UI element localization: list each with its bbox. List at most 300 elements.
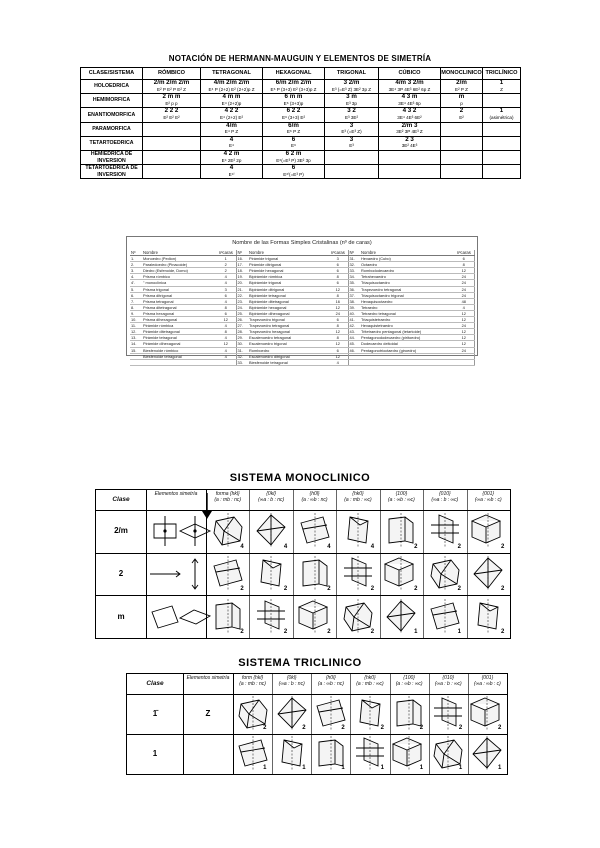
form-params: (a : mb : ∞c) xyxy=(344,496,372,503)
face-count: 2 xyxy=(419,725,424,731)
hm-elements: (asimétrica) xyxy=(489,114,514,120)
hm-cell xyxy=(483,80,521,94)
forms-cell: 12 xyxy=(454,335,474,341)
forms-cell: 4 xyxy=(216,323,236,329)
forms-cell: Hexaquisoctaedro xyxy=(360,298,454,304)
crystal-form-drawing xyxy=(297,599,333,633)
hm-elements: p xyxy=(460,100,463,106)
forms-cell: Pirámide trigonal xyxy=(248,256,328,262)
hm-symbol: 2/m 2/m 2/m xyxy=(153,79,190,86)
forms-cell: 24 xyxy=(454,292,474,298)
forms-cell: 16 xyxy=(328,298,348,304)
forms-cell: Octaedro xyxy=(360,262,454,268)
forms-cell: Tritetraedro pentagonal (tetartoide) xyxy=(360,329,454,335)
forms-cell: 24 xyxy=(328,310,348,316)
face-count: 2 xyxy=(283,586,288,593)
hm-elements: E⁶ⁱ(=E³ P) xyxy=(283,171,304,177)
hm-cell xyxy=(441,80,483,94)
face-count: 2 xyxy=(501,543,505,550)
hm-elements: E³ (=E³ Z) xyxy=(341,129,362,135)
forms-header-cell: Nombre xyxy=(360,250,454,256)
hm-elements: 3E⁴ 4E³ 6p xyxy=(398,100,421,106)
forms-title: Nombre de las Formas Simples Cristalinas (nº de caras) xyxy=(232,240,372,246)
form-params: (a : ∞b : ∞c) xyxy=(387,496,415,503)
forms-cell: 31. xyxy=(236,347,248,353)
form-index: {001} xyxy=(481,675,494,681)
forms-cell: 1 xyxy=(216,256,236,262)
forms-cell: Pirámide dihexagonal xyxy=(142,341,216,347)
forms-cell: Tetraedro xyxy=(360,304,454,310)
form-params: (a : ∞b : nc) xyxy=(317,680,344,687)
forms-cell: 16. xyxy=(236,256,248,262)
col-header-form xyxy=(350,676,389,687)
hm-cell xyxy=(143,122,201,136)
forms-cell: Romboedro xyxy=(248,347,328,353)
hm-row xyxy=(81,122,521,136)
form-params: (a : mb : nc) xyxy=(214,496,242,503)
forms-cell: Bipirámide dihexagonal xyxy=(248,310,328,316)
hm-header: CLASE/SISTEMA xyxy=(81,68,143,80)
forms-cell: 3 xyxy=(328,256,348,262)
hm-symbol: 4 m m xyxy=(222,93,241,101)
col-header-clase: Clase xyxy=(112,496,130,503)
forms-cell: 22. xyxy=(236,292,248,298)
col-divider xyxy=(249,490,250,638)
crystal-form-drawing xyxy=(210,599,246,633)
crystal-form-drawing xyxy=(427,599,463,633)
face-count: 4 xyxy=(240,543,244,550)
forms-cell: Prisma tetragonal xyxy=(142,298,216,304)
forms-cell: 6 xyxy=(216,292,236,298)
hm-cell xyxy=(263,136,325,150)
hm-symbol: 2/m 3̄ xyxy=(401,122,418,129)
form-params: (a : ∞b : ∞c) xyxy=(395,680,423,687)
forms-cell: 41. xyxy=(348,317,360,323)
hm-elements: 3E² 3P 4E³ Z xyxy=(396,129,423,135)
forms-cell: Bipirámide trigonal xyxy=(248,280,328,286)
forms-cell: 6. xyxy=(130,292,142,298)
symmetry-element-drawing xyxy=(148,514,182,548)
forms-header-cell: nºcaras xyxy=(216,250,236,256)
hm-row xyxy=(81,94,521,108)
crystal-form-drawing xyxy=(383,599,419,633)
hm-row xyxy=(81,136,521,150)
form-params: (a : mb : ∞c) xyxy=(356,680,384,687)
form-params: (∞a : ∞b : c) xyxy=(473,680,501,687)
hm-cell xyxy=(325,108,379,122)
hm-cell xyxy=(143,108,201,122)
forms-header-cell: Nombre xyxy=(142,250,216,256)
hm-cell xyxy=(441,94,483,108)
hm-elements: E² p p xyxy=(165,100,178,106)
face-count: 1 xyxy=(457,629,461,635)
forms-cell: 24 xyxy=(454,323,474,329)
crystal-form-drawing xyxy=(340,556,376,593)
forms-cell: Bipirámide tetragonal xyxy=(248,292,328,298)
col-header-clase: Clase xyxy=(146,680,164,687)
hm-symbol: 3 m xyxy=(346,93,357,101)
hm-symbol: 6/m xyxy=(288,122,299,129)
hm-elements: E⁴ (2+2) E² xyxy=(219,114,244,120)
forms-header-cell: Nombre xyxy=(248,250,328,256)
hm-cell xyxy=(201,108,263,122)
face-count: 1 xyxy=(414,629,418,635)
forms-cell: Diedro (Esfenoide, Domo) xyxy=(142,268,216,274)
face-count: 2 xyxy=(458,725,463,731)
hm-header: HEXAGONAL xyxy=(263,68,325,80)
forms-cell: 6 xyxy=(328,268,348,274)
face-count: 1 xyxy=(380,765,384,771)
crystal-form-drawing xyxy=(427,556,463,593)
symmetry-element-drawing xyxy=(148,600,182,634)
hm-header: TRIGONAL xyxy=(325,68,379,80)
hm-header: CÚBICO xyxy=(379,68,441,80)
forms-cell: 8 xyxy=(216,304,236,310)
forms-cell: 38. xyxy=(348,298,360,304)
hm-cell xyxy=(143,150,201,164)
hm-header: TRICLÍNICO xyxy=(483,68,521,80)
hm-elements: E⁴ xyxy=(228,143,235,149)
face-count: 1 xyxy=(302,765,306,771)
forms-cell: Pirámide hexagonal xyxy=(248,268,328,274)
hm-cell xyxy=(143,165,201,179)
forms-cell: Hexaquistetraedro xyxy=(360,323,454,329)
crystal-form-drawing xyxy=(340,599,376,633)
arrow-icon xyxy=(190,491,224,525)
class-label: 1̄ xyxy=(152,709,158,718)
face-count: 4 xyxy=(327,543,331,550)
crystal-form-drawing xyxy=(297,556,333,593)
forms-cell: 12 xyxy=(328,341,348,347)
hm-cell xyxy=(263,165,325,179)
forms-cell: 2 xyxy=(216,268,236,274)
forms-cell: 6 xyxy=(328,262,348,268)
hm-symbol: 3 2 xyxy=(347,107,356,115)
forms-cell: Pirámide ditrigonal xyxy=(248,262,328,268)
hm-cell xyxy=(263,150,325,164)
forms-header-cell: Nº xyxy=(348,250,360,256)
form-params: (∞a : b : nc) xyxy=(258,496,285,503)
hm-cell xyxy=(379,165,441,179)
hm-cell xyxy=(483,136,521,150)
hm-cell xyxy=(201,165,263,179)
face-count: 2 xyxy=(457,543,461,550)
forms-cell: Prisma hexagonal xyxy=(142,310,216,316)
forms-cell: Pirámide tetragonal xyxy=(142,335,216,341)
face-count: 2 xyxy=(240,629,244,635)
forms-cell: 8 xyxy=(328,323,348,329)
hm-elements: E⁶ (3+3) E² xyxy=(282,114,305,120)
hm-cell xyxy=(325,80,379,94)
forms-cell: Pentagonododecaedro (piritoedro) xyxy=(360,335,454,341)
forms-cell: 1. xyxy=(130,256,142,262)
row-divider xyxy=(96,595,510,596)
forms-cell: Tetraedro tetragonal xyxy=(360,310,454,316)
hm-cell xyxy=(483,165,521,179)
col-header-form xyxy=(336,492,379,503)
hm-elements: 3E² 4E³ xyxy=(401,143,418,149)
forms-cell: 12 xyxy=(454,310,474,316)
hm-cell xyxy=(483,94,521,108)
hm-cell xyxy=(325,94,379,108)
forms-cell: 42. xyxy=(348,323,360,329)
forms-cell: 44. xyxy=(348,335,360,341)
hm-cell xyxy=(263,122,325,136)
forms-cell xyxy=(216,359,236,365)
forms-header-cell: Nº xyxy=(236,250,248,256)
form-params: (a : mb : nc) xyxy=(239,680,266,687)
forms-cell: 14. xyxy=(130,341,142,347)
hm-symbol: 6/m 2/m 2/m xyxy=(275,79,312,86)
forms-cell: Prisma rómbico xyxy=(142,274,216,280)
face-count: 2 xyxy=(263,725,267,731)
hm-symbol: 4̄ 2 m xyxy=(223,150,240,157)
forms-cell: 29. xyxy=(236,335,248,341)
forms-cell: Biesfenoide rómbico xyxy=(142,347,216,353)
face-count: 4 xyxy=(370,543,375,550)
face-count: 2 xyxy=(327,629,331,635)
forms-cell: 8. xyxy=(130,304,142,310)
hm-elements: E⁴ P (2+2) E² (2+2)p Z xyxy=(208,86,255,92)
crystal-form-drawing xyxy=(340,513,376,547)
class-label: 2 xyxy=(118,569,124,578)
hm-elements: 3E⁴ 3P 4E³ 6E² 6p Z xyxy=(388,86,431,92)
form-index: {100} xyxy=(395,491,408,497)
triclinic-title: SISTEMA TRICLINICO xyxy=(238,657,362,669)
face-count: 1 xyxy=(458,765,463,771)
forms-cell: 4 xyxy=(216,335,236,341)
forms-cell: Escalenoedro tetragonal xyxy=(248,335,328,341)
forms-cell: 25. xyxy=(236,310,248,316)
hm-title: NOTACIÓN DE HERMANN-MAUGUIN Y ELEMENTOS DE SIMETRÍA xyxy=(168,54,432,63)
hm-symbol: 4 3 2 xyxy=(402,107,417,115)
hm-elements: E² P E² P E² Z xyxy=(157,86,186,92)
hm-symbol: 4 xyxy=(229,136,234,143)
crystal-form-drawing xyxy=(383,556,419,593)
forms-cell: 28. xyxy=(236,329,248,335)
forms-cell: 24 xyxy=(454,280,474,286)
hm-cell xyxy=(325,150,379,164)
forms-cell: 11. xyxy=(130,323,142,329)
face-count: 2 xyxy=(501,586,505,593)
hm-cell xyxy=(441,150,483,164)
forms-cell: 36. xyxy=(348,286,360,292)
hm-symbol: 2 xyxy=(459,107,464,115)
crystal-form-drawing xyxy=(470,556,506,593)
forms-cell: Escalenoedro trigonal xyxy=(248,341,328,347)
forms-cell: 12 xyxy=(216,341,236,347)
forms-cell: 12 xyxy=(328,304,348,310)
hm-symbol: 6̄ xyxy=(291,164,296,172)
hm-elements: E² xyxy=(459,114,464,120)
hm-header: TETRAGONAL xyxy=(201,68,263,80)
col-header-form xyxy=(233,676,272,687)
forms-cell: 4 xyxy=(216,298,236,304)
form-index: {h0l} xyxy=(309,491,320,497)
forms-cell: 31. xyxy=(348,256,360,262)
form-params: (∞a : b : ∞c) xyxy=(431,496,459,503)
forms-cell: Trapezoedro tetragonal xyxy=(360,286,454,292)
forms-cell: 40. xyxy=(348,310,360,316)
forms-cell: 6 xyxy=(328,347,348,353)
row-divider xyxy=(127,694,507,695)
forms-cell: 35. xyxy=(348,280,360,286)
hm-header: RÓMBICO xyxy=(143,68,201,80)
hm-elements: E⁴ⁱ xyxy=(228,171,235,177)
hm-elements: E⁴ P Z xyxy=(224,129,239,135)
forms-cell: 4'. xyxy=(130,280,142,286)
face-count: 2 xyxy=(341,725,345,731)
face-count: 2 xyxy=(327,586,331,593)
forms-cell: 9. xyxy=(130,310,142,316)
forms-cell: Pentagonotrioctaedro (giroedro) xyxy=(360,347,454,353)
forms-cell: 5. xyxy=(130,286,142,292)
forms-cell: 4 xyxy=(216,347,236,353)
form-index: {100} xyxy=(403,675,415,681)
forms-cell: 2. xyxy=(130,262,142,268)
face-count: 2 xyxy=(240,586,244,593)
hm-symbol: m xyxy=(458,93,465,101)
forms-cell: 33. xyxy=(348,268,360,274)
hm-symbol: 4̄ 3 m xyxy=(401,93,418,101)
hm-cell xyxy=(441,122,483,136)
hm-elements: E³ xyxy=(349,143,354,149)
forms-cell: 27. xyxy=(236,323,248,329)
forms-cell: 12 xyxy=(216,317,236,323)
forms-cell: 8 xyxy=(328,274,348,280)
triclinic-grid xyxy=(126,673,508,775)
face-count: 2 xyxy=(414,586,418,593)
forms-cell: 12 xyxy=(454,341,474,347)
forms-cell: 3. xyxy=(130,268,142,274)
hm-symbol: 4̄ xyxy=(229,164,234,172)
hermann-mauguin-table xyxy=(80,67,521,179)
face-count: 1 xyxy=(419,765,424,771)
forms-cell: 33. xyxy=(236,359,248,365)
hm-class-label: TETARTOEDRICA xyxy=(81,136,143,150)
hm-elements: E⁶(=E³ P) 3E² 3p xyxy=(276,157,311,163)
forms-cell: 32. xyxy=(348,262,360,268)
forms-cell: 12 xyxy=(328,329,348,335)
forms-cell: 34. xyxy=(348,274,360,280)
col-header-form xyxy=(423,492,466,503)
forms-cell: 12 xyxy=(454,329,474,335)
hm-cell xyxy=(379,122,441,136)
face-count: 2 xyxy=(370,586,375,593)
row-divider xyxy=(96,510,510,511)
hm-symbol: 1̄ xyxy=(499,79,504,86)
hm-cell xyxy=(143,94,201,108)
hm-elements: E⁶ (3+3)p xyxy=(283,100,304,106)
forms-cell: Prisma ditrigonal xyxy=(142,292,216,298)
hm-cell xyxy=(441,165,483,179)
face-count: 2 xyxy=(498,725,502,731)
crystal-form-drawing xyxy=(253,556,289,593)
forms-cell: 4 xyxy=(216,280,236,286)
forms-cell: 17. xyxy=(236,262,248,268)
col-divider xyxy=(336,490,337,638)
face-count: 4 xyxy=(283,543,288,550)
hm-elements: E⁶ xyxy=(291,143,296,149)
forms-cell: 8 xyxy=(328,292,348,298)
hm-cell xyxy=(201,94,263,108)
class-label: m xyxy=(117,611,125,621)
forms-cell: 8 xyxy=(328,335,348,341)
form-index: form {hkl} xyxy=(242,675,264,681)
forms-cell: 43. xyxy=(348,329,360,335)
face-count: 1 xyxy=(341,765,345,771)
forms-cell: 6 xyxy=(216,310,236,316)
forms-cell: Biesfenoide tetragonal xyxy=(142,353,216,359)
forms-cell: Trapezoedro hexagonal xyxy=(248,329,328,335)
hm-symbol: 6 2 2 xyxy=(286,107,301,115)
hm-cell xyxy=(483,150,521,164)
hm-cell xyxy=(201,150,263,164)
monoclinic-grid xyxy=(95,489,511,639)
hm-row xyxy=(81,150,521,164)
hm-symbol: 2/m xyxy=(456,79,467,86)
forms-cell xyxy=(130,359,142,365)
hm-elements: E³ 3E² xyxy=(344,114,359,120)
hm-symbol: 3̄ 2/m xyxy=(343,79,360,86)
forms-cell xyxy=(360,359,454,365)
hm-cell xyxy=(325,136,379,150)
hm-elements: 3E⁴ 4E³ 6E² xyxy=(397,114,422,120)
col-header-form xyxy=(468,676,507,687)
col-header-form xyxy=(390,676,429,687)
class-label: 1 xyxy=(152,749,158,758)
col-header-form xyxy=(467,492,510,503)
form-params: (∞a : b : nc) xyxy=(278,680,305,687)
hm-cell xyxy=(201,122,263,136)
forms-cell: 26. xyxy=(236,317,248,323)
col-divider xyxy=(293,490,294,638)
forms-cell: 23. xyxy=(236,298,248,304)
simple-forms-table xyxy=(126,236,478,365)
forms-cell: Tetrahexaedro xyxy=(360,274,454,280)
forms-cell: Triaquistetraedro xyxy=(360,317,454,323)
hm-class-label: TETARTOEDRICA DE INVERSION xyxy=(81,165,143,179)
hm-cell xyxy=(379,150,441,164)
form-params: (∞a : ∞b : c) xyxy=(474,496,502,503)
col-divider xyxy=(423,490,424,638)
hm-symbol: 3̄ xyxy=(349,122,354,129)
forms-cell: 24. xyxy=(236,304,248,310)
hm-cell xyxy=(325,122,379,136)
col-header-form xyxy=(429,676,468,687)
crystal-form-drawing xyxy=(210,556,246,593)
forms-cell: 8 xyxy=(454,262,474,268)
forms-cell: 12. xyxy=(130,329,142,335)
forms-cell: 10. xyxy=(130,317,142,323)
hm-cell xyxy=(379,136,441,150)
class-label: 2/m xyxy=(114,526,128,536)
hm-symbol: 2 3 xyxy=(405,136,414,143)
hm-symbol: 2 2 2 xyxy=(164,107,179,115)
col-header-form xyxy=(249,492,292,503)
forms-cell: Trapezoedro trigonal xyxy=(248,317,328,323)
form-index: {010} xyxy=(439,491,451,497)
symmetry-element-drawing xyxy=(178,600,212,634)
hm-symbol: 4 2 2 xyxy=(224,107,239,115)
face-count: 1 xyxy=(498,765,502,771)
forms-cell: Prisma trigonal xyxy=(142,286,216,292)
crystal-form-drawing xyxy=(253,599,289,633)
hm-symbol: 4/m 3̄ 2/m xyxy=(395,79,424,86)
forms-cell: 8 xyxy=(216,329,236,335)
forms-cell: 7. xyxy=(130,298,142,304)
hm-cell xyxy=(379,94,441,108)
